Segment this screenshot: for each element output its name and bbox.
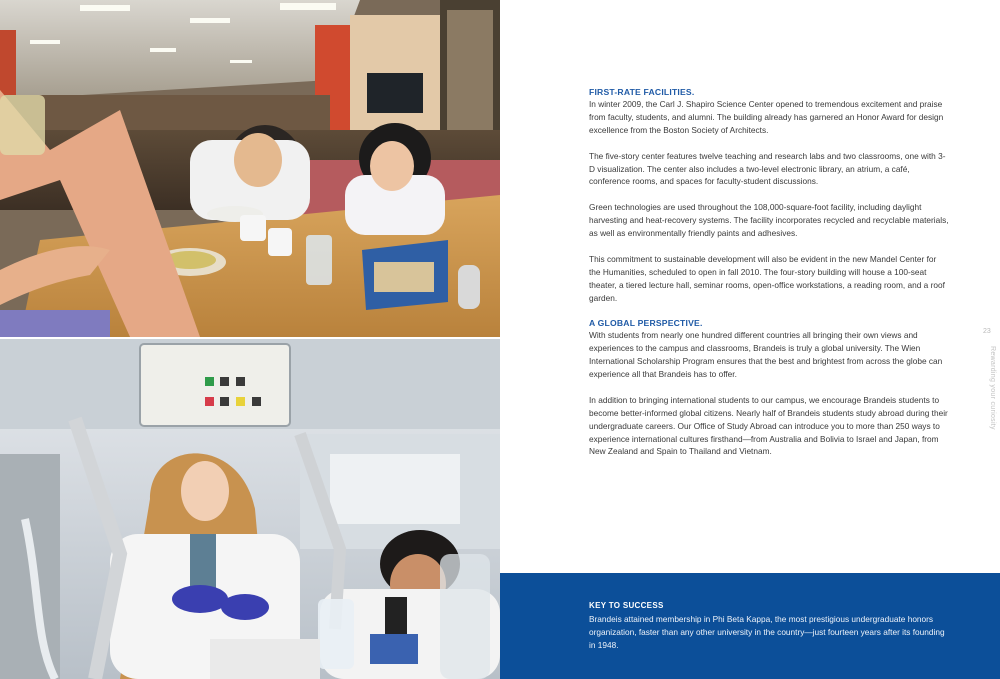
callout-title: KEY TO SUCCESS [589,601,664,610]
dining-hall-illustration [0,0,500,337]
section-heading: FIRST-RATE FACILITIES. [589,87,695,97]
section-heading: A GLOBAL PERSPECTIVE. [589,318,703,329]
lab-photo [0,339,500,679]
running-title: Rewarding your curiosity [989,346,996,430]
paragraph: This commitment to sustainable development will also be evident in the new Mandel Center for the Humanities, scheduled to open in fall 2010. The four-story building will house a 100-seat theater, a tiered lecture hall, seminar rooms, open-office workstations, a reading room, and a roof garden. [589,253,945,303]
paragraph: In winter 2009, the Carl J. Shapiro Science Center opened to tremendous excitement and praise from faculty, students, and alumni. The building already has garnered an Honor Award for design excellence from the Boston Society of Architects. [589,99,944,135]
dining-hall-photo [0,0,500,337]
section-facilities [589,86,949,304]
paragraph: With students from nearly one hundred different countries all bringing their own views and experiences to the campus and classrooms, Brandeis is truly a global university. The Wien International Scholarship Program ensures that the best and brightest from across the globe can experience all that Brandeis has to offer. [589,330,943,380]
callout-content [589,600,949,652]
callout-text: Brandeis attained membership in Phi Beta Kappa, the most prestigious undergraduate honors organization, faster than any other university in the country—just fourteen years after its founding in 1948. [589,614,945,650]
paragraph: In addition to bringing international students to our campus, we encourage Brandeis students to become better-informed global citizens. Nearly half of Brandeis students study abroad during their undergraduate careers. Our Office of Study Abroad can introduce you to more than 250 ways to experience international cultures firsthand—from Australia and Bolivia to Israel and Japan, from New Zealand and Spain to Thailand and Vietnam. [589,394,948,457]
article-body [589,86,949,471]
paragraph: The five-story center features twelve teaching and research labs and two classrooms, one with 3-D visualization. The center also includes a two-level electronic library, an atrium, a café, conference rooms, and spaces for faculty-student discussions. [589,150,946,187]
paragraph: Green technologies are used throughout the 108,000-square-foot facility, including daylight harvesting and heat-recovery systems. The facility incorporates recycled and recyclable materials, as well as environmentally friendly paints and adhesives. [589,202,949,239]
page-number: 23 [983,328,991,335]
lab-illustration [0,339,500,679]
section-global [589,317,949,458]
callout-box [500,573,1000,679]
